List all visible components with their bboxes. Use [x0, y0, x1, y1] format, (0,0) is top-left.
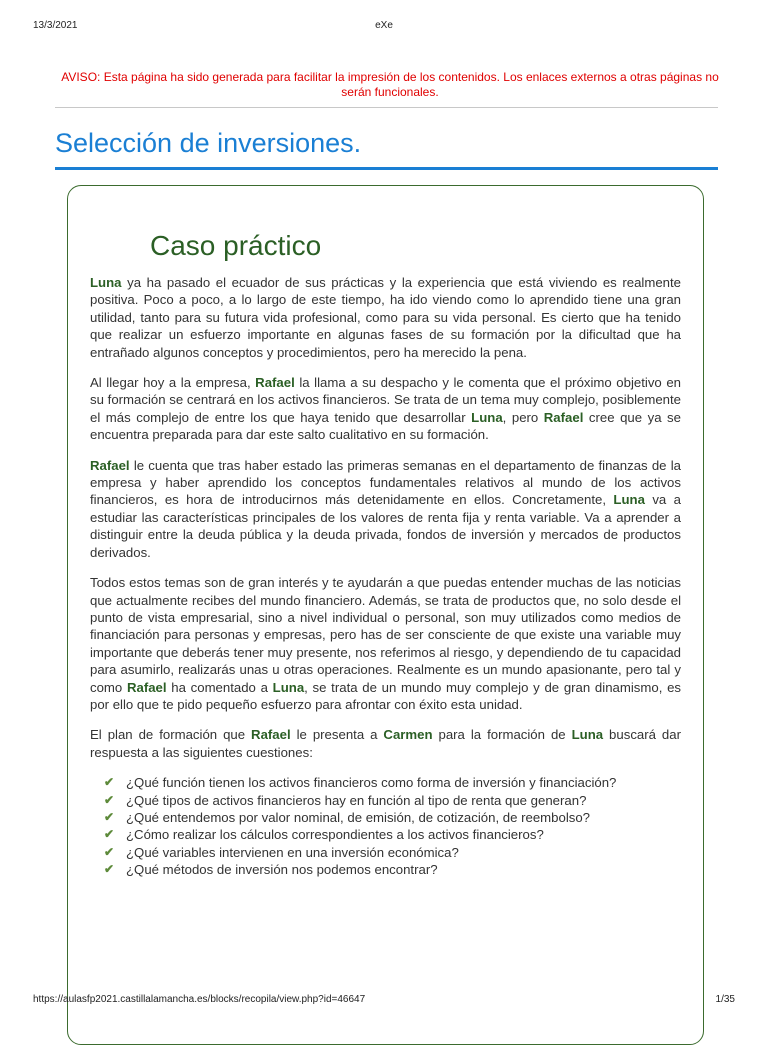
- check-icon: ✔: [104, 792, 115, 807]
- paragraph-2: Al llegar hoy a la empresa, Rafael la llama a su despacho y le comenta que el próximo objetivo en su formación se centrará en los activos financieros. Se trata de un tema muy complejo, posiblemente el más complejo de entre los que haya tenido que desarrollar Luna, pero Rafael cree que ya se encuentra preparada para dar este salto cualitativo en su formación.: [90, 375, 681, 443]
- character-name: Rafael: [90, 457, 130, 473]
- check-icon: ✔: [104, 809, 115, 824]
- character-name: Rafael: [543, 409, 584, 425]
- paragraph-1: Luna ya ha pasado el ecuador de sus prácticas y la experiencia que está viviendo es realmente positiva. Poco a poco, a lo largo de este tiempo, ha ido viendo como lo aprendido tiene una gran utilidad, tanto para su futura vida profesional, como para su vida personal. Es cierto que ha tenido que realizar un esfuerzo importante en algunas fases de su formación por la dificultad que ha entrañado algunos conceptos y procedimientos, pero ha merecido la pena.: [90, 275, 681, 360]
- question-item: ✔ ¿Cómo realizar los cálculos correspondientes a los activos financieros?: [104, 827, 544, 843]
- print-notice: AVISO: Esta página ha sido generada para facilitar la impresión de los contenidos. Los enlaces externos a otras páginas no serán funcionales.: [61, 70, 719, 99]
- notice-separator: [55, 107, 718, 108]
- paragraph-4: Todos estos temas son de gran interés y te ayudarán a que puedas entender muchas de las noticias que actualmente recibes del mundo financiero. Además, se trata de productos que, no solo desde el punto de vista empresarial, sino a nivel individual o personal, son muy utilizados como medios de financiación para personas y empresas, pero has de ser consciente de que existe una variable muy importante que deberás tener muy presente, nos referimos al riesgo, y dependiendo de tu capacidad para asumirlo, realizarás unas u otras operaciones. Realmente es un mundo apasionante, pero tal y como Rafael ha comentado a Luna, se trata de un mundo muy complejo y de gran dinamismo, es por ello que te pido pequeño esfuerzo para afrontar con éxito esta unidad.: [90, 575, 681, 712]
- case-study-title: Caso práctico: [150, 230, 322, 261]
- print-page-number: 1/35: [715, 994, 735, 1005]
- character-name: Rafael: [126, 679, 167, 695]
- print-footer-url: https://aulasfp2021.castillalamancha.es/blocks/recopila/view.php?id=46647: [33, 994, 366, 1005]
- character-name: Luna: [571, 727, 604, 743]
- check-icon: ✔: [104, 844, 115, 859]
- character-name: Rafael: [251, 727, 291, 743]
- character-name: Rafael: [255, 375, 295, 391]
- character-name: Luna: [272, 679, 305, 695]
- question-item: ✔ ¿Qué función tienen los activos financieros como forma de inversión y financiación?: [104, 775, 617, 791]
- character-name: Carmen: [383, 727, 433, 743]
- character-name: Luna: [613, 492, 645, 508]
- question-item: ✔ ¿Qué tipos de activos financieros hay en función al tipo de renta que generan?: [104, 792, 587, 808]
- paragraph-3: Rafael le cuenta que tras haber estado las primeras semanas en el departamento de finanzas de la empresa y haber aprendido los conceptos fundamentales relativos al mundo de los activos financieros, es hora de introducirnos más detenidamente en ellos. Concretamente, Luna va a estudiar las características principales de los valores de renta fija y renta variable. Va a aprender a distinguir entre la deuda pública y la deuda privada, fondos de inversión y mercados de productos derivados.: [90, 457, 682, 560]
- questions-list: [90, 774, 681, 878]
- character-name: Luna: [471, 409, 503, 425]
- question-item: ✔ ¿Qué variables intervienen en una inversión económica?: [104, 844, 459, 860]
- question-item: ✔ ¿Qué entendemos por valor nominal, de emisión, de cotización, de reembolso?: [104, 809, 591, 825]
- case-study-body: [90, 274, 681, 879]
- character-name: Luna: [90, 275, 122, 290]
- check-icon: ✔: [104, 775, 115, 790]
- question-item: ✔ ¿Qué métodos de inversión nos podemos encontrar?: [104, 862, 438, 878]
- print-date: 13/3/2021: [33, 20, 78, 31]
- paragraph-5: El plan de formación que Rafael le presenta a Carmen para la formación de Luna buscará dar respuesta a las siguientes cuestiones:: [90, 727, 681, 760]
- print-header-title: eXe: [375, 20, 393, 31]
- page-title: Selección de inversiones.: [55, 128, 362, 158]
- check-icon: ✔: [104, 862, 115, 877]
- case-study-card: [67, 185, 704, 1045]
- check-icon: ✔: [104, 827, 115, 842]
- title-underline: [55, 167, 718, 170]
